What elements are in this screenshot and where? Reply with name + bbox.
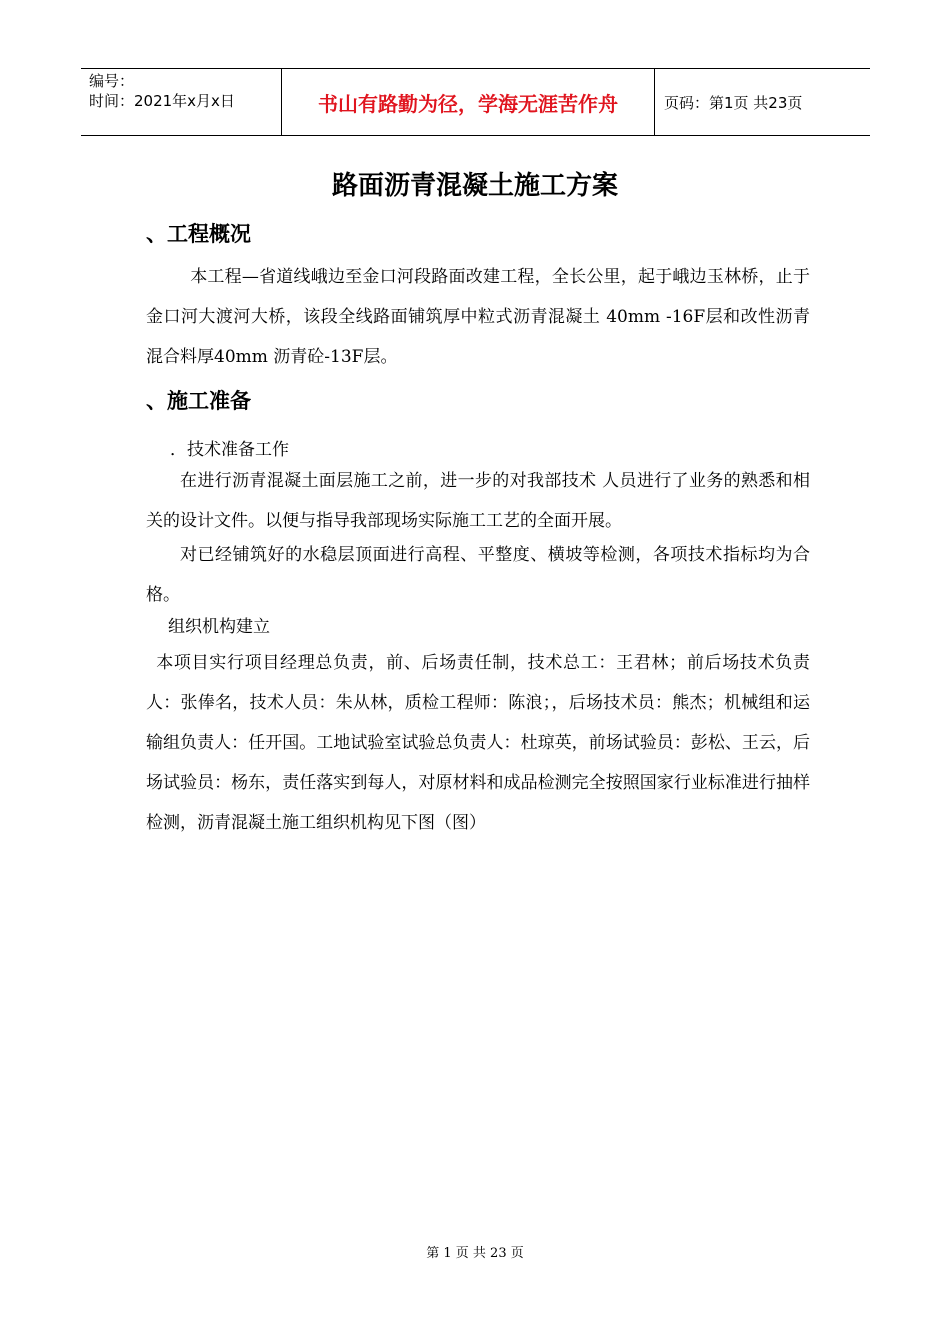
section-heading-overview: 、工程概况 xyxy=(146,222,251,246)
tech-prep-paragraph-2: 对已经铺筑好的水稳层顶面进行高程、平整度、横坡等检测，各项技术指标均为合格。 xyxy=(146,545,810,605)
header-meta-cell xyxy=(81,69,282,135)
section-heading-preparation: 、施工准备 xyxy=(146,389,251,413)
document-title: 路面沥青混凝土施工方案 xyxy=(331,171,618,201)
header-page-cell xyxy=(655,69,870,135)
overview-paragraph: 本工程—省道线峨边至金口河段路面改建工程，全长公里，起于峨边玉林桥，止于金口河大渡河大桥，该段全线路面铺筑厚中粒式沥青混凝土 40mm -16F层和改性沥青混合料厚40mm 沥青砼-13F层。 xyxy=(146,267,810,367)
subheading-tech-prep: ．技术准备工作 xyxy=(170,440,289,460)
subheading-organization: 组织机构建立 xyxy=(168,617,270,637)
organization-paragraph: 本项目实行项目经理总负责，前、后场责任制，技术总工：王君林；前后场技术负责人：张俸名，技术人员：朱从林，质检工程师：陈浪；，后场技术员：熊杰；机械组和运输组负责人：任开国。工地试验室试验总负责人：杜琼英，前场试验员：彭松、王云，后场试验员：杨东，责任落实到每人，对原材料和成品检测完全按照国家行业标准进行抽样检测，沥青混凝土施工组织机构见下图（图） xyxy=(146,653,810,833)
tech-prep-paragraph-1: 在进行沥青混凝土面层施工之前，进一步的对我部技术 人员进行了业务的熟悉和相关的设计文件。以便与指导我部现场实际施工工艺的全面开展。 xyxy=(146,471,810,531)
doc-number-label: 编号： xyxy=(89,72,135,90)
header-page-info: 页码：第1页 共23页 xyxy=(664,93,803,112)
header-motto: 书山有路勤为径，学海无涯苦作舟 xyxy=(318,91,618,116)
page-header xyxy=(81,68,870,136)
header-motto-cell xyxy=(282,69,655,135)
doc-time-label: 时间：2021年x月x日 xyxy=(89,92,235,110)
page-footer: 第 1 页 共 23 页 xyxy=(426,1246,524,1261)
